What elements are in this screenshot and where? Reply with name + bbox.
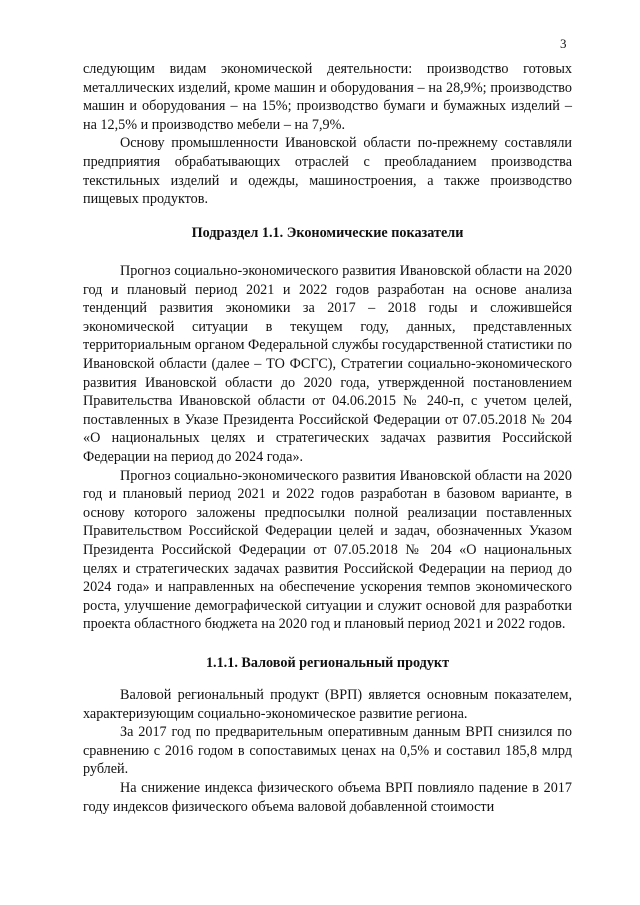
section-1-1-1-text <box>83 686 572 816</box>
section-1-1-1-paragraph-3: На снижение индекса физического объема ВРП повлияло падение в 2017 году индексов физического объема валовой добавленной стоимости <box>83 779 572 815</box>
section-heading-1-1-1: 1.1.1. Валовой региональный продукт <box>205 655 450 671</box>
section-1-1-1-paragraph-2: За 2017 год по предварительным оперативным данным ВРП снизился по сравнению с 2016 годом в сопоставимых ценах на 0,5% и составил 185,8 млрд рублей. <box>83 724 572 778</box>
intro-paragraph-2: Основу промышленности Ивановской области по-прежнему составляли предприятия обрабатывающих отраслей с преобладанием производства текстильных изделий и одежды, машиностроения, а также производство пищевых продуктов. <box>83 135 572 208</box>
section-1-1-1-paragraph-1: Валовой региональный продукт (ВРП) является основным показателем, характеризующим социально-экономическое развитие региона. <box>83 687 572 722</box>
section-1-1-paragraph-2: Прогноз социально-экономического развития Ивановской области на 2020 год и плановый период 2021 и 2022 годов разработан в базовом варианте, в основу которого заложены предпосылки полной реализации поставленных Правительством Российской Федерации целей и задач, обозначенных Указом Президента Российской Федерации от 07.05.2018 № 204 «О национальных целях и стратегических задачах развития Российской Федерации на период до 2024 года» и направленных на обеспечение ускорения темпов экономического роста, улучшение демографической ситуации и служит основой для разработки проекта областного бюджета на 2020 год и плановый период 2021 и 2022 годов. <box>83 467 572 633</box>
section-heading-1-1: Подраздел 1.1. Экономические показатели <box>191 225 464 241</box>
section-1-1-text <box>83 262 572 634</box>
page-number: 3 <box>560 36 567 51</box>
intro-text <box>83 60 572 209</box>
intro-paragraph-1: следующим видам экономической деятельности: производство готовых металлических изделий, кроме машин и оборудования – на 28,9%; производство машин и оборудования – на 15%; производство бумаги и бумажных изделий – на 12,5% и производство мебели – на 7,9%. <box>83 61 572 133</box>
section-1-1-paragraph-1: Прогноз социально-экономического развития Ивановской области на 2020 год и плановый период 2021 и 2022 годов разработан на основе анализа тенденций развития экономики за 2017 – 2018 годы и сложившейся экономической ситуации в текущем году, данных, представленных территориальным органом Федеральной службы государственной статистики по Ивановской области (далее – ТО ФСГС), Стратегии социально-экономического развития Ивановской области до 2020 года, утвержденной постановлением Правительства Ивановской области от 04.06.2015 № 240-п, с учетом целей, поставленных в Указе Президента Российской Федерации от 07.05.2018 № 204 «О национальных целях и стратегических задачах развития Российской Федерации на период до 2024 года». <box>83 263 572 465</box>
